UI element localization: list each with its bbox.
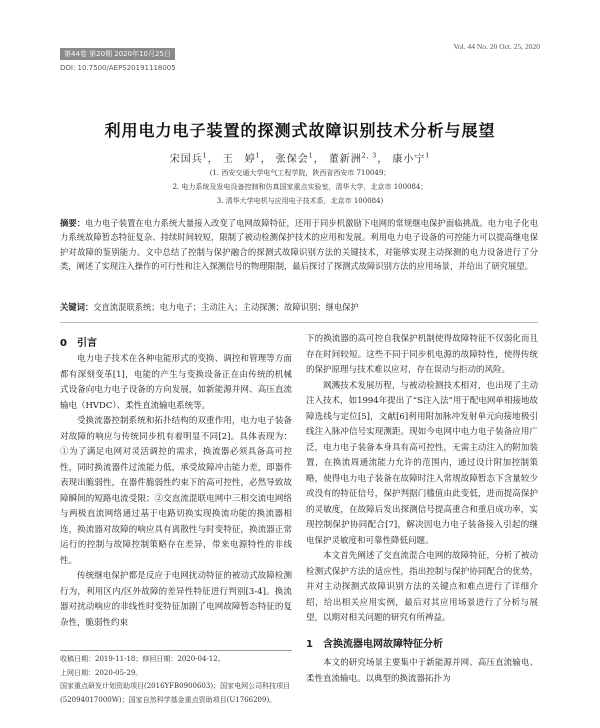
right-column xyxy=(306,332,538,687)
doi-line: DOI: 10.7500/AEPS20191118005 xyxy=(60,64,176,72)
author-affil-mark: 1 xyxy=(425,152,431,160)
abstract xyxy=(60,216,538,274)
abstract-label: 摘要： xyxy=(60,218,86,228)
author-name: 张保会 xyxy=(275,154,309,165)
author-affil-mark: 1 xyxy=(308,152,314,160)
keywords-text: 交直流混联系统；电力电子；主动注入；主动探测；故障识别；继电保护 xyxy=(93,302,359,312)
affiliation-3: 3. 清华大学电机与应用电子技术系，北京市 100084) xyxy=(216,197,384,205)
body-paragraph: 电力电子技术在各种电能形式的变换、调控和管理等方面都有深刻变革[1]，电能的产生与变换设备正在由传统的机械式设备向电力电子设备的方向发展，如新能源并网、高压直流输电（HVDC）、柔性直流输电系统等。 xyxy=(60,354,292,411)
body-paragraph: 传统继电保护都是反应于电网扰动特征的被动式故障检测行为，利用区内/区外故障的差异性特征进行判别[3-4]。换流器对扰动响应的非线性时变特征加剧了电网故障暂态特征的复杂性，脆弱性约束 xyxy=(60,571,292,628)
author-name: 康小宁 xyxy=(392,154,426,165)
body-paragraph: 飒溅技术发展历程，与被动检测技术相对，也出现了主动注入技术，如1994年提出了“S注入法”用于配电网单相接地故障选线与定位[5]，文献[6]利用附加脉冲发射单元向接地极引线注入脉冲信号实现测距。现如今电网中电力电子装备应用广泛，电力电子装备本身具有高可控性，无需主动注入的附加装置，在换流周通流能力允许的范围内，通过设计附加控制策略，使得电力电子装备在故障时注入常规故障暂态下含量较少或没有的特征信号，保护判据门槛值由此变低，进而提高保护的灵敏度，在故障后发出探测信号提高重合和重启成功率，实现控制保护协同配合[7]，解决因电力电子装备接入引起的继电保护灵敏度和可靠性降低问题。 xyxy=(306,380,538,546)
author-name: 董新洲 xyxy=(328,154,362,165)
section-0-heading: 0 引言 xyxy=(60,338,97,349)
volume-badge: 第44卷 第20期 2020年10月25日 xyxy=(60,48,175,60)
author-name: 宋国兵 xyxy=(169,154,203,165)
journal-header-right: Vol. 44 No. 20 Oct. 25, 2020 xyxy=(453,42,540,51)
footnote-online: 上网日期：2020-05-29。 xyxy=(60,668,143,677)
author-affil-mark: 2, 3 xyxy=(361,152,378,160)
footnote-received: 收稿日期：2019-11-18；修回日期：2020-04-12。 xyxy=(60,655,225,663)
author-affil-mark: 1 xyxy=(255,152,261,160)
author-line: 宋国兵$^1$， 王 婷$^1$， 张保会$^1$， 董新洲$^{2, 3}$， 康小宁$^1$ xyxy=(169,152,431,165)
affiliation-1: (1. 西安交通大学电气工程学院，陕西省西安市 710049； xyxy=(209,169,391,177)
body-paragraph: 本文首先阐述了交直流混合电网的故障特征，分析了被动检测式保护方法的适应性，指出控制与保护协同配合的优势，并对主动探测式故障识别方法的关键点和难点进行了详细介绍，给出相关应用实例，最后对其应用场景进行了分析与展望，以期对相关问题的研究有所裨益。 xyxy=(306,551,538,623)
footnote-funding: 国家重点研发计划资助项目(2016YFB0900603)；国家电网公司科技项目(52094017000W)；国家自然科学基金重点资助项目(U1766209)。 xyxy=(60,682,291,704)
abstract-text: 电力电子装置在电力系统大量接入改变了电网故障特征，还用于同步机激励下电网的常规继电保护面临挑战。电力电子化电力系统故障暂态特征复杂、持续时间较短，限制了被动检测保护技术的应用和发展。利用电力电子设备的可控能力可以提高继电保护对故障的鉴别能力。文中总结了控制与保护融合的探测式故障识别方法的关键技术，对能够实现主动探测的电力设备进行了分类，阐述了实现注入操作的可行性和注入探测信号的物理限制，最后探讨了探测式故障识别方法的应用场景，并给出了研究展望。 xyxy=(60,218,538,272)
body-paragraph: 本文的研究场景主要集中于新能源并网、高压直流输电、柔性直流输电。以典型的换流器拓扑为 xyxy=(306,658,538,684)
section-divider xyxy=(60,322,538,323)
keywords-label: 关键词： xyxy=(60,302,94,312)
footnotes xyxy=(60,650,292,707)
keywords xyxy=(60,301,538,313)
left-column xyxy=(60,352,292,631)
author-affil-mark: 1 xyxy=(202,152,208,160)
affiliation-2: 2. 电力系统及发电设备控制和仿真国家重点实验室，清华大学，北京市 100084； xyxy=(172,183,428,191)
journal-header-left xyxy=(60,41,176,72)
author-name: 王 婷 xyxy=(222,154,256,165)
paper-title: 利用电力电子装置的探测式故障识别技术分析与展望 xyxy=(104,121,496,140)
body-paragraph: 受换流器控制系统和拓扑结构的双重作用，电力电子装备对故障的响应与传统同步机有着明显不同[2]。具体表现为：①为了满足电网对灵活调控的需求，换流器必须具备高可控性，同时换流器件过流能力低，承受故障冲击能力差，即器件表现出脆弱性，在器件脆弱性约束下的高可控性，必然导致故障瞬间的短路电流受限；②交直流混联电网中三相交流电网络与两极直流网络通过基于电路切换实现换流功能的换流器相连，换流器对故障的响应具有离散性与时变特征，换流器正常运行的控制与故障控制策略存在差异，带来电源特性的非线性。 xyxy=(60,416,292,566)
body-paragraph-continued: 下的换流器的高可控自我保护机制使得故障特征不仅弱化而且存在时间较短。这些不同于同步机电源的故障特性，使得传统的保护原理与技术难以应对，存在误动与拒动的风险。 xyxy=(306,334,538,375)
section-1-heading: 1 含换流器电网故障特征分析 xyxy=(306,638,443,650)
